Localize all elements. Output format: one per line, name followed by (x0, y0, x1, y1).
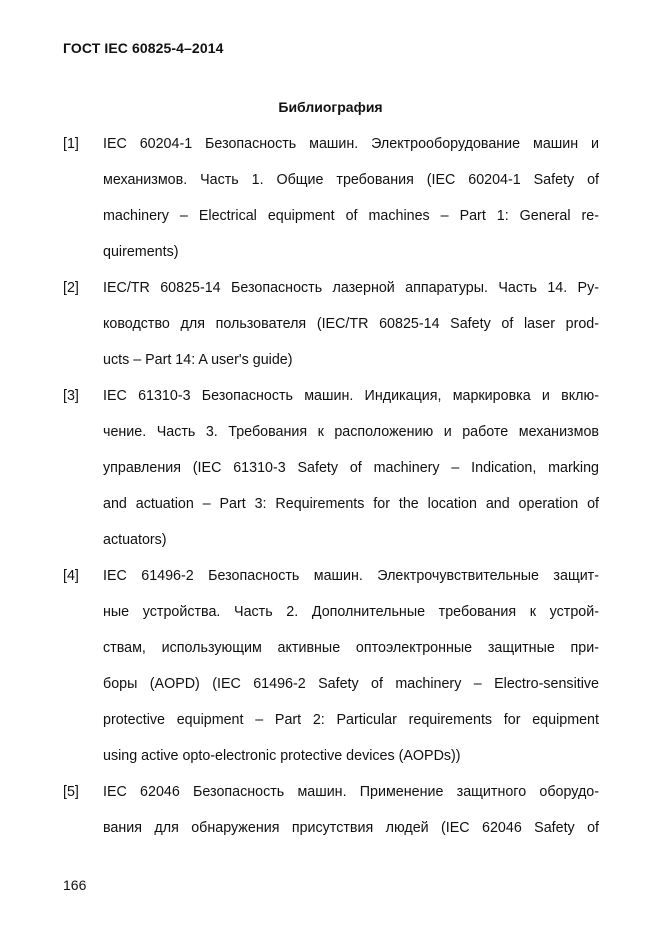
reference-number: [4] (63, 568, 79, 584)
reference-text (103, 270, 599, 378)
reference-line: механизмов. Часть 1. Общие требования (IEC 60204-1 Safety of (103, 172, 599, 188)
reference-line: and actuation – Part 3: Requirements for the location and operation of (103, 496, 599, 512)
reference-line: IEC/TR 60825-14 Безопасность лазерной аппаратуры. Часть 14. Ру- (103, 280, 599, 296)
document-code-header: ГОСТ IEC 60825-4–2014 (63, 40, 224, 56)
reference-line: вания для обнаружения присутствия людей (IEC 62046 Safety of (103, 820, 599, 836)
reference-line: управления (IEC 61310-3 Safety of machinery – Indication, marking (103, 460, 599, 476)
reference-item (63, 378, 599, 558)
reference-text (103, 558, 599, 774)
reference-number: [2] (63, 280, 79, 296)
reference-number: [3] (63, 388, 79, 404)
reference-number: [5] (63, 784, 79, 800)
section-title (0, 99, 661, 115)
reference-line: actuators) (103, 532, 167, 548)
reference-line: IEC 61496-2 Безопасность машин. Электрочувствительные защит- (103, 568, 599, 584)
reference-text (103, 774, 599, 846)
reference-line: чение. Часть 3. Требования к расположению и работе механизмов (103, 424, 599, 440)
reference-line: IEC 62046 Безопасность машин. Применение защитного оборудо- (103, 784, 599, 800)
reference-line: боры (AOPD) (IEC 61496-2 Safety of machinery – Electro-sensitive (103, 676, 599, 692)
reference-text (103, 126, 599, 270)
reference-line: IEC 61310-3 Безопасность машин. Индикация, маркировка и вклю- (103, 388, 599, 404)
reference-item (63, 558, 599, 774)
reference-line: machinery – Electrical equipment of machines – Part 1: General re- (103, 208, 599, 224)
reference-item (63, 774, 599, 846)
reference-line: ные устройства. Часть 2. Дополнительные требования к устрой- (103, 604, 599, 620)
reference-item (63, 126, 599, 270)
page-number: 166 (63, 877, 87, 893)
reference-line: IEC 60204-1 Безопасность машин. Электрооборудование машин и (103, 136, 599, 152)
reference-line: quirements) (103, 244, 179, 260)
reference-item (63, 270, 599, 378)
reference-text (103, 378, 599, 558)
reference-number: [1] (63, 136, 79, 152)
reference-line: ствам, использующим активные оптоэлектронные защитные при- (103, 640, 599, 656)
reference-line: ucts – Part 14: A user's guide) (103, 352, 293, 368)
section-title-text: Библиография (278, 99, 383, 115)
bibliography-list (63, 126, 599, 846)
reference-line: ководство для пользователя (IEC/TR 60825-14 Safety of laser prod- (103, 316, 599, 332)
reference-line: protective equipment – Part 2: Particular requirements for equipment (103, 712, 599, 728)
reference-line: using active opto-electronic protective devices (AOPDs)) (103, 748, 461, 764)
